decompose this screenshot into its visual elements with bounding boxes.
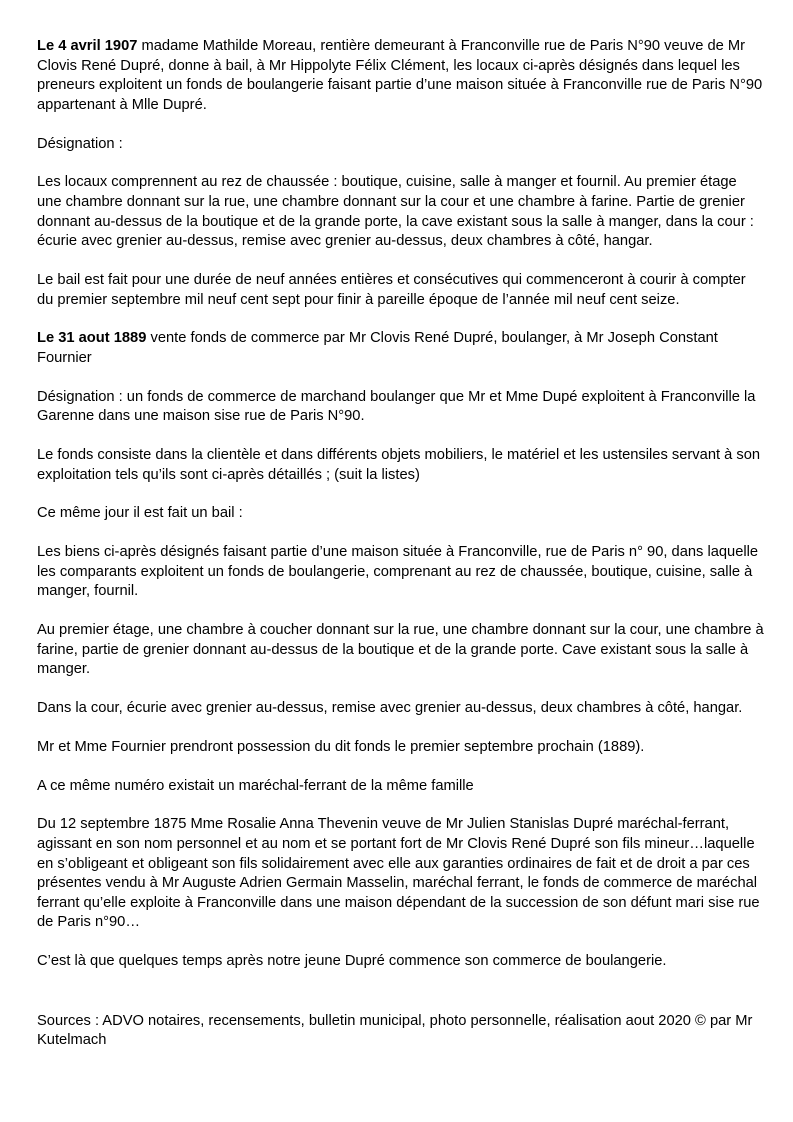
paragraph-possession: Mr et Mme Fournier prendront possession du dit fonds le premier septembre prochain (1889). (37, 738, 645, 755)
paragraph-text: vente fonds de commerce par Mr Clovis René Dupré, boulanger, à Mr Joseph Constant Fournier (37, 330, 718, 366)
paragraph-duree-bail: Le bail est fait pour une durée de neuf années entières et consécutives qui commenceront à courir à compter du premier septembre mil neuf cent sept pour finir à pareille époque de l’année mil neuf cent seize. (37, 271, 746, 308)
paragraph-text: madame Mathilde Moreau, rentière demeurant à Franconville rue de Paris N°90 veuve de Mr Clovis René Dupré, donne à bail, à Mr Hippolyte Félix Clément, les locaux ci-après désignés dans lequel les preneurs exploitent un fonds de boulangerie faisant partie d’une maison située à Franconville rue de Paris N°90 appartenant à Mlle Dupré. (37, 38, 763, 113)
paragraph-bail-1907 (37, 37, 765, 115)
paragraph-designation-label: Désignation : (37, 135, 123, 152)
paragraph-designation-fonds: Désignation : un fonds de commerce de marchand boulanger que Mr et Mme Dupé exploitent à Franconville la Garenne dans une maison sise rue de Paris N°90. (37, 388, 756, 425)
paragraph-locaux: Les locaux comprennent au rez de chaussée : boutique, cuisine, salle à manger et fournil. Au premier étage une chambre donnant sur la rue, une chambre donnant sur la cour et une chambre à farine. Partie de grenier donnant au-dessus de la boutique et de la grande porte, la cave existant sous la salle à manger, dans la cour : écurie avec grenier au-dessus, remise avec grenier au-dessus, deux chambres à côté, hangar. (37, 174, 754, 250)
date-heading-1907: Le 4 avril 1907 (37, 38, 138, 54)
paragraph-vente-1889 (37, 329, 765, 368)
date-heading-1889: Le 31 aout 1889 (37, 330, 147, 347)
paragraph-biens-designes: Les biens ci-après désignés faisant partie d’une maison située à Franconville, rue de Paris n° 90, dans laquelle les comparants exploitent un fonds de boulangerie, comprenant au rez de chaussée, boutique, cuisine, salle à manger, fournil. (37, 544, 759, 600)
paragraph-vente-1875: Du 12 septembre 1875 Mme Rosalie Anna Thevenin veuve de Mr Julien Stanislas Dupré maréchal-ferrant, agissant en son nom personnel et au nom et se portant fort de Mr Clovis René Dupré son fils mineur…laquelle en s’obligeant et obligeant son fils solidairement avec elle aux garanties ordinaires de fait et de droit a par ces présentes vendu à Mr Auguste Adrien Germain Masselin, maréchal ferrant, le fonds de commerce de maréchal ferrant qu’elle exploite à Franconville dans une maison dépendant de la succession de son défunt mari sise rue de Paris n°90… (37, 816, 760, 931)
paragraph-conclusion: C’est là que quelques temps après notre jeune Dupré commence son commerce de boulangerie. (37, 953, 667, 970)
paragraph-fonds-consiste: Le fonds consiste dans la clientèle et dans différents objets mobiliers, le matériel et les ustensiles servant à son exploitation tels qu’ils sont ci-après détaillés ; (suit la listes) (37, 447, 761, 483)
paragraph-marechal-ferrant: A ce même numéro existait un maréchal-ferrant de la même famille (37, 777, 474, 794)
paragraph-premier-etage: Au premier étage, une chambre à coucher donnant sur la rue, une chambre donnant sur la cour, une chambre à farine, partie de grenier donnant au-dessus de la boutique et de la grande porte. Cave existant sous la salle à manger. (37, 622, 764, 678)
paragraph-meme-jour-bail: Ce même jour il est fait un bail : (37, 505, 243, 522)
paragraph-cour: Dans la cour, écurie avec grenier au-dessus, remise avec grenier au-dessus, deux chambres à côté, hangar. (37, 700, 743, 717)
document-page (37, 37, 765, 1070)
sources-footer: Sources : ADVO notaires, recensements, bulletin municipal, photo personnelle, réalisation aout 2020 © par Mr Kutelmach (37, 1012, 753, 1049)
